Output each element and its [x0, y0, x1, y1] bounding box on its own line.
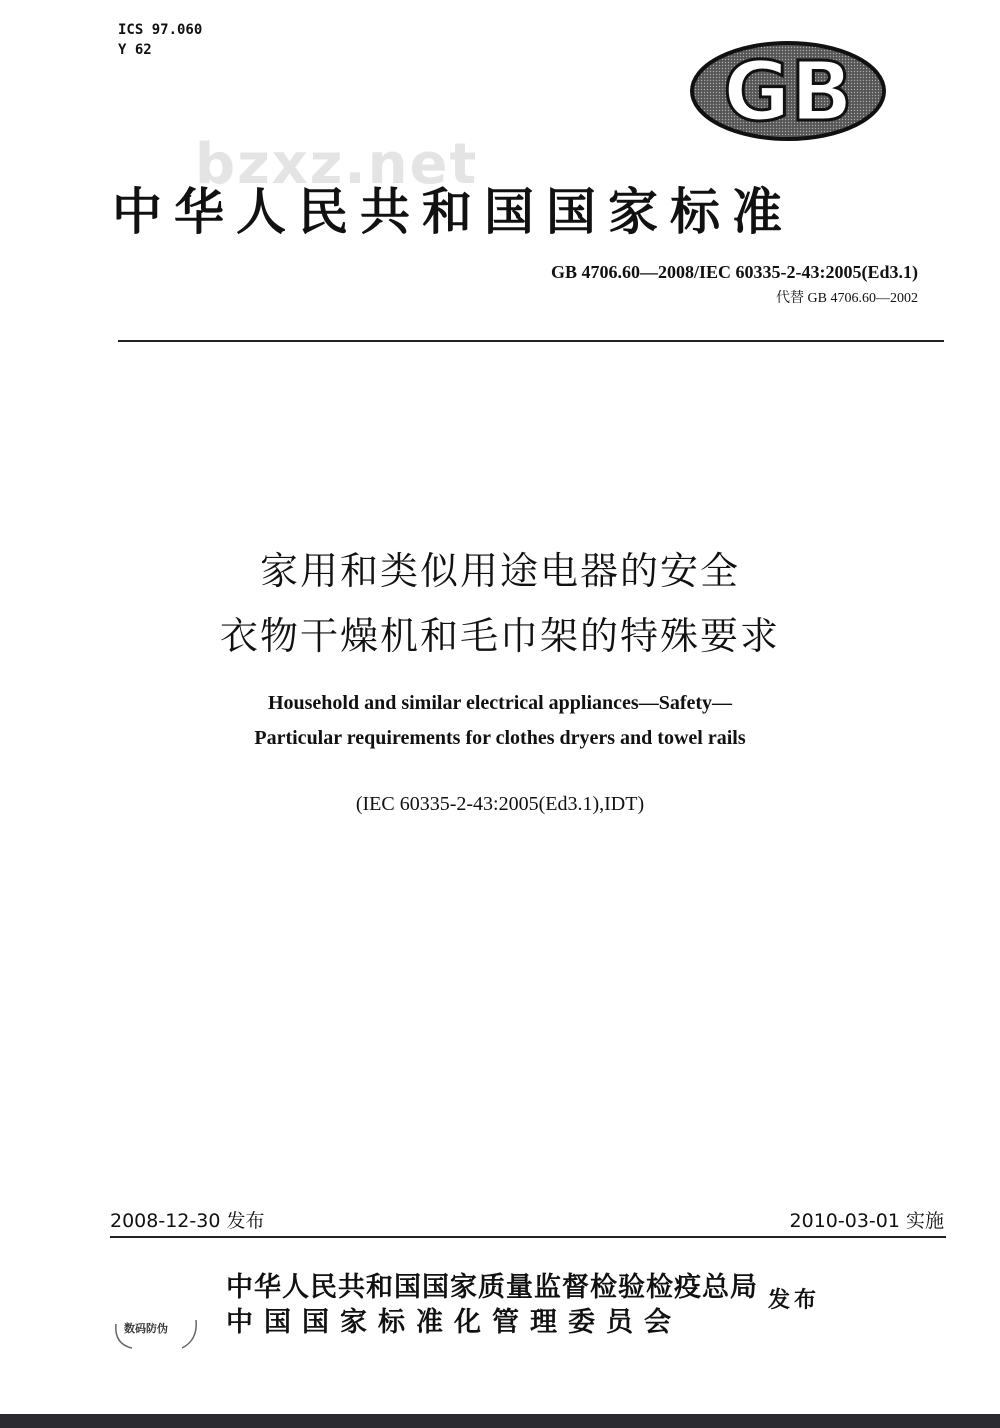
publish-date: 2008-12-30 发布 — [110, 1210, 265, 1232]
stamp-text: 数码防伪 — [124, 1322, 168, 1335]
gb-logo-icon — [688, 40, 888, 142]
classification-codes — [118, 20, 202, 60]
en-title-line1: Household and similar electrical appliances—Safety— — [267, 692, 733, 714]
en-title-line2: Particular requirements for clothes dryers and towel rails — [254, 727, 746, 749]
logo-text: GB — [723, 45, 853, 140]
issuer-sac: 中国国家标准化管理委员会 — [226, 1307, 682, 1338]
issuer-aqsiq: 中华人民共和国国家质量监督检验检疫总局 — [226, 1272, 758, 1303]
standard-number: GB 4706.60—2008/IEC 60335-2-43:2005(Ed3.1) — [550, 262, 918, 282]
implement-date: 2010-03-01 实施 — [789, 1210, 944, 1232]
issue-action: 发布 — [768, 1287, 821, 1313]
ics-code: ICS 97.060 — [118, 22, 203, 38]
ccs-code: Y 62 — [118, 42, 152, 58]
iec-equivalence: (IEC 60335-2-43:2005(Ed3.1),IDT) — [355, 793, 645, 815]
national-standard-title: 中华人民共和国国家标准 — [112, 182, 794, 241]
watermark: bzxz.net — [195, 132, 479, 197]
cn-title-line1: 家用和类似用途电器的安全 — [259, 549, 740, 593]
footer-divider — [110, 1236, 946, 1238]
bottom-bar — [0, 1414, 1000, 1428]
cn-title-line2: 衣物干燥机和毛巾架的特殊要求 — [219, 614, 780, 658]
replaces-standard: 代替 GB 4706.60—2002 — [776, 291, 918, 306]
header-divider — [118, 340, 944, 342]
